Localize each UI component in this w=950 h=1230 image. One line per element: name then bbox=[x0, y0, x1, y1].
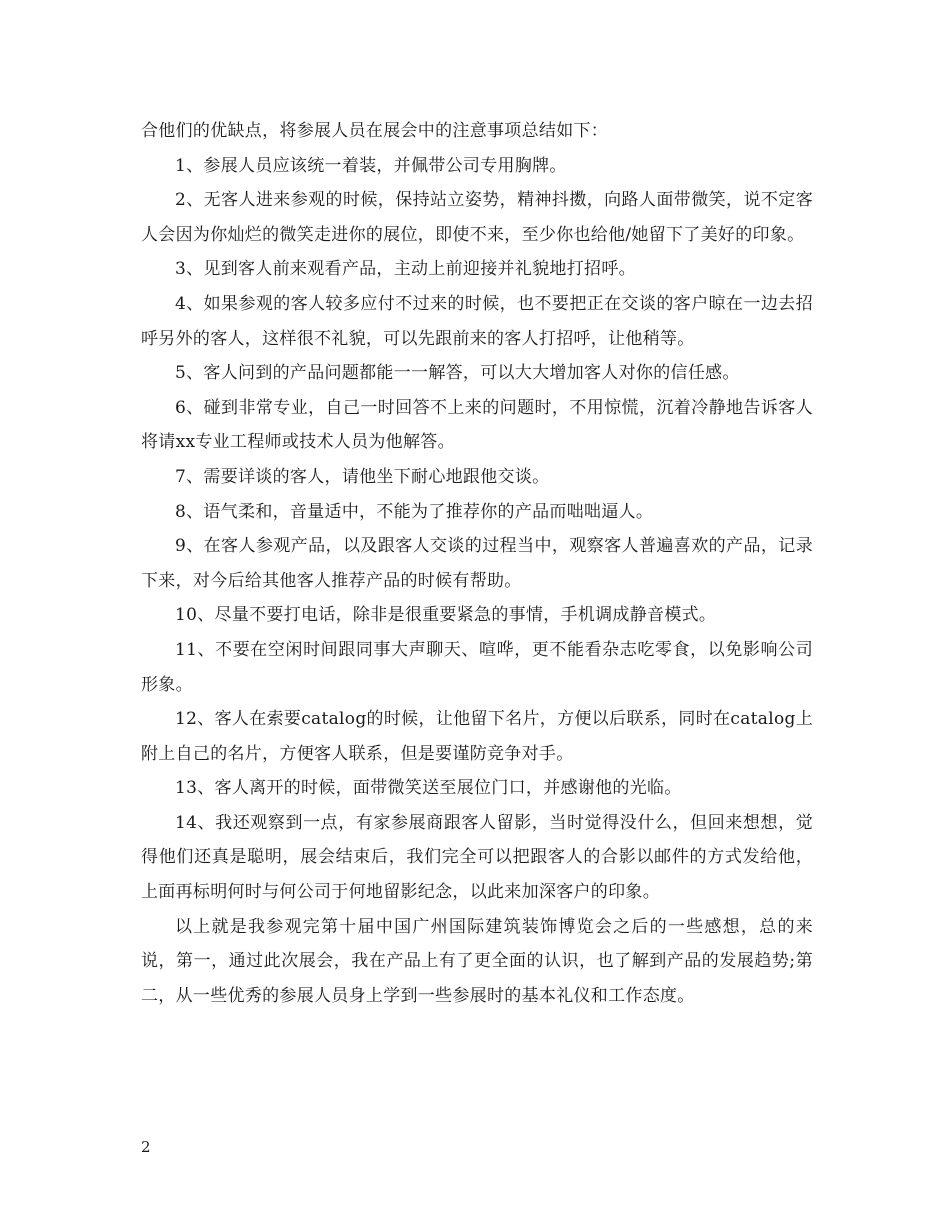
paragraph: 7、需要详谈的客人，请他坐下耐心地跟他交谈。 bbox=[175, 466, 550, 487]
paragraph: 12、客人在索要catalog的时候，让他留下名片，方便以后联系，同时在catalog上附上自己的名片，方便客人联系，但是要谨防竞争对手。 bbox=[141, 709, 813, 764]
paragraph: 8、语气柔和，音量适中，不能为了推荐你的产品而咄咄逼人。 bbox=[175, 501, 654, 522]
paragraph: 9、在客人参观产品，以及跟客人交谈的过程当中，观察客人普遍喜欢的产品，记录下来，对今后给其他客人推荐产品的时候有帮助。 bbox=[141, 536, 813, 591]
paragraph: 合他们的优缺点，将参展人员在展会中的注意事项总结如下： bbox=[141, 121, 609, 141]
page-number: 2 bbox=[141, 1138, 151, 1156]
paragraph: 以上就是我参观完第十届中国广州国际建筑装饰博览会之后的一些感想，总的来说，第一，通过此次展会，我在产品上有了更全面的认识，也了解到产品的发展趋势;第二，从一些优秀的参展人员身上学到一些参展时的基本礼仪和工作态度。 bbox=[141, 916, 813, 1006]
paragraph: 1、参展人员应该统一着装，并佩带公司专用胸牌。 bbox=[175, 155, 567, 176]
paragraph: 4、如果参观的客人较多应付不过来的时候，也不要把正在交谈的客户晾在一边去招呼另外的客人，这样很不礼貌，可以先跟前来的客人打招呼，让他稍等。 bbox=[141, 293, 813, 349]
paragraph: 2、无客人进来参观的时候，保持站立姿势，精神抖擞，向路人面带微笑，说不定客人会因为你灿烂的微笑走进你的展位，即使不来，至少你也给他/她留下了美好的印象。 bbox=[141, 190, 813, 245]
paragraph: 10、尽量不要打电话，除非是很重要紧急的事情，手机调成静音模式。 bbox=[175, 605, 717, 626]
paragraph: 11、不要在空闲时间跟同事大声聊天、喧哗，更不能看杂志吃零食，以免影响公司形象。 bbox=[141, 639, 813, 695]
paragraph: 6、碰到非常专业，自己一时回答不上来的问题时，不用惊慌，沉着冷静地告诉客人将请xx专业工程师或技术人员为他解答。 bbox=[141, 397, 813, 453]
paragraph: 14、我还观察到一点，有家参展商跟客人留影，当时觉得没什么，但回来想想，觉得他们还真是聪明，展会结束后，我们完全可以把跟客人的合影以邮件的方式发给他，上面再标明何时与何公司于何地留影纪念，以此来加深客户的印象。 bbox=[141, 812, 813, 903]
paragraph: 3、见到客人前来观看产品，主动上前迎接并礼貌地打招呼。 bbox=[175, 259, 636, 280]
document-body bbox=[141, 114, 813, 1013]
paragraph: 5、客人问到的产品问题都能一一解答，可以大大增加客人对你的信任感。 bbox=[175, 363, 740, 384]
paragraph: 13、客人离开的时候，面带微笑送至展位门口，并感谢他的光临。 bbox=[175, 778, 682, 799]
